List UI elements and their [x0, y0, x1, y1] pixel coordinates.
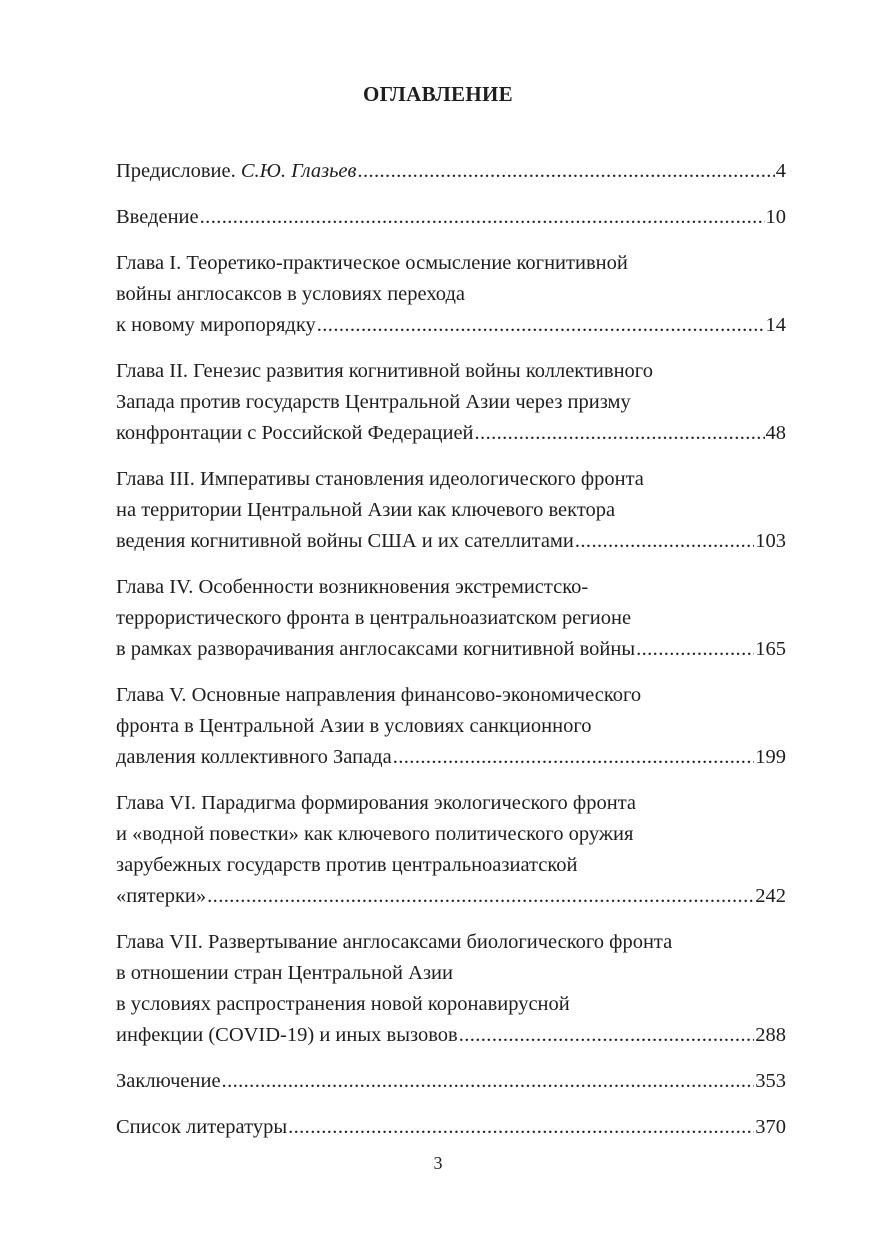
toc-entry-line: Глава II. Генезис развития когнитивной войны коллективного — [116, 360, 653, 382]
toc-page-number: 370 — [755, 1116, 786, 1138]
toc-page-number: 288 — [755, 1024, 786, 1046]
dot-leader — [207, 881, 754, 912]
toc-entry-title: «пятерки» — [116, 885, 207, 907]
dot-leader — [459, 1020, 755, 1051]
toc-entry-line: в условиях распространения новой коронавирусной — [116, 993, 570, 1015]
toc-entry-chapter-6[interactable] — [116, 788, 786, 912]
page-title: ОГЛАВЛЕНИЕ — [363, 82, 513, 106]
toc-entry-conclusion[interactable] — [116, 1066, 786, 1097]
toc-entry-chapter-4[interactable] — [116, 572, 786, 665]
toc-entry-title: ведения когнитивной войны США и их сателлитами — [116, 530, 574, 552]
toc-entry-line: Глава VI. Парадигма формирования экологического фронта — [116, 792, 636, 814]
toc-entry-foreword[interactable] — [116, 156, 786, 187]
dot-leader — [636, 634, 754, 665]
toc-entry-title: Список литературы — [116, 1116, 288, 1138]
toc-page-number: 242 — [755, 885, 786, 907]
dot-leader — [317, 310, 765, 341]
toc-entry-line: Глава IV. Особенности возникновения экстремистско- — [116, 576, 589, 598]
toc-entry-title: в рамках разворачивания англосаксами когнитивной войны — [116, 638, 636, 660]
toc-entry-chapter-1[interactable] — [116, 248, 786, 341]
dot-leader — [575, 526, 754, 557]
toc-entry-chapter-2[interactable] — [116, 356, 786, 449]
toc-page-number: 4 — [775, 160, 786, 182]
toc-entry-line: фронта в Центральной Азии в условиях санкционного — [116, 715, 592, 737]
toc-entry-title: инфекции (COVID-19) и иных вызовов — [116, 1024, 458, 1046]
toc-page-number: 48 — [765, 422, 786, 444]
toc-entry-chapter-3[interactable] — [116, 464, 786, 557]
toc-entry-author: С.Ю. Глазьев — [240, 160, 357, 182]
dot-leader — [393, 742, 755, 773]
toc-entry-line: Запада против государств Центральной Азии через призму — [116, 391, 631, 413]
dot-leader — [200, 202, 765, 233]
toc-entry-title: конфронтации с Российской Федерацией — [116, 422, 474, 444]
toc-entry-line: зарубежных государств против центральноазиатской — [116, 854, 578, 876]
toc-page-number: 14 — [765, 314, 786, 336]
toc-entry-line: Глава III. Императивы становления идеологического фронта — [116, 468, 644, 490]
dot-leader — [288, 1112, 754, 1143]
toc-entry-chapter-7[interactable] — [116, 927, 786, 1051]
toc-entry-bibliography[interactable] — [116, 1112, 786, 1143]
page-footer-number: 3 — [433, 1153, 443, 1173]
toc-entry-introduction[interactable] — [116, 202, 786, 233]
dot-leader — [357, 156, 774, 187]
toc-entry-line: войны англосаксов в условиях перехода — [116, 283, 466, 305]
toc-entry-title: к новому миропорядку — [116, 314, 316, 336]
toc-entry-title: Введение — [116, 206, 199, 228]
toc-entry-line: на территории Центральной Азии как ключевого вектора — [116, 499, 616, 521]
toc-entry-chapter-5[interactable] — [116, 680, 786, 773]
toc-entry-title: Заключение — [116, 1070, 221, 1092]
toc-entry-title: Предисловие. — [116, 160, 236, 182]
toc-entry-line: и «водной повестки» как ключевого политического оружия — [116, 823, 634, 845]
toc-entry-line: Глава V. Основные направления финансово-экономического — [116, 684, 642, 706]
dot-leader — [475, 418, 765, 449]
toc-page-number: 199 — [755, 746, 786, 768]
toc-entry-title: давления коллективного Запада — [116, 746, 392, 768]
table-of-contents — [116, 156, 786, 1158]
toc-entry-line: Глава I. Теоретико-практическое осмысление когнитивной — [116, 252, 628, 274]
toc-page-number: 103 — [755, 530, 786, 552]
toc-page-number: 10 — [765, 206, 786, 228]
toc-entry-line: Глава VII. Развертывание англосаксами биологического фронта — [116, 931, 673, 953]
toc-entry-line: в отношении стран Центральной Азии — [116, 962, 453, 984]
toc-page-number: 353 — [755, 1070, 786, 1092]
toc-page-number: 165 — [755, 638, 786, 660]
toc-entry-line: террористического фронта в центральноазиатском регионе — [116, 607, 632, 629]
dot-leader — [222, 1066, 755, 1097]
